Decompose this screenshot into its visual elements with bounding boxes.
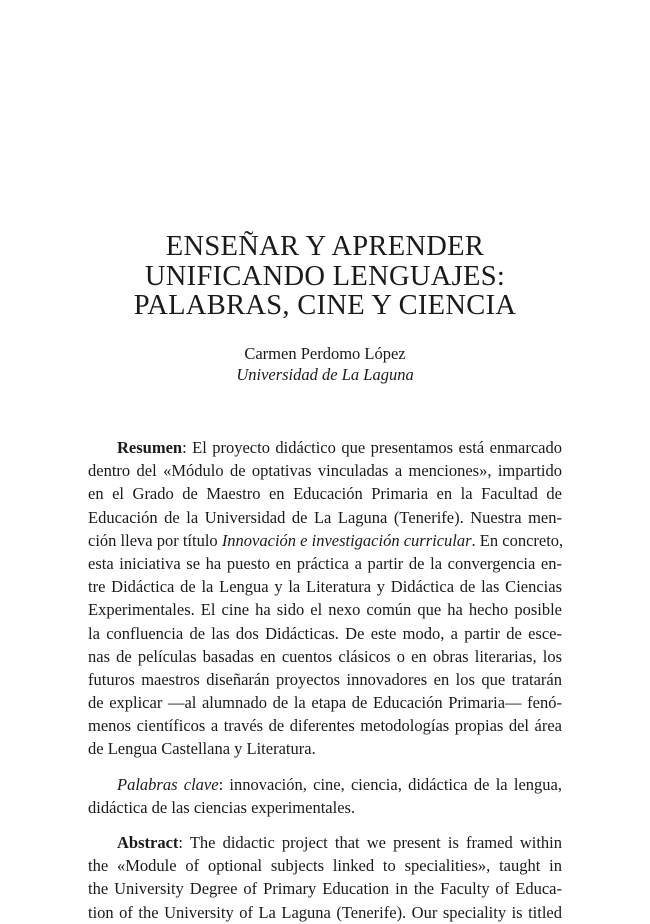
keywords-line: Palabras clave: innovación, cine, ciencia, didáctica de la lengua,: [117, 774, 562, 794]
author-name: Carmen Perdomo López: [244, 344, 406, 363]
resumen-paragraph: [88, 436, 562, 761]
resumen-line: Resumen: El proyecto didáctico que presentamos está enmarcado: [117, 438, 562, 457]
resumen-line: de Lengua Castellana y Literatura.: [88, 739, 316, 759]
resumen-line: menos científicos a través de diferentes metodologías propias del área: [88, 716, 562, 736]
title-line-1: ENSEÑAR Y APRENDER: [165, 231, 485, 262]
resumen-label: Resumen: [117, 438, 183, 457]
title-line-2: UNIFICANDO LENGUAJES:: [144, 260, 506, 292]
abstract-line: the «Module of optional subjects linked to specialities», taught in: [88, 856, 562, 876]
abstract-label: Abstract: [117, 833, 179, 852]
abstract-paragraph: [88, 831, 562, 924]
article-title: [0, 232, 650, 321]
abstract-line: tion of the University of La Laguna (Tenerife). Our speciality is titled: [88, 902, 562, 922]
resumen-line: Experimentales. El cine ha sido el nexo común que ha hecho posible: [88, 600, 562, 620]
resumen-line: tre Didáctica de la Lengua y la Literatura y Didáctica de las Ciencias: [88, 577, 562, 597]
resumen-line: esta iniciativa se ha puesto en práctica a partir de la convergencia en-: [88, 553, 562, 573]
author-affiliation: Universidad de La Laguna: [236, 365, 414, 384]
resumen-line: la confluencia de las dos Didácticas. De este modo, a partir de esce-: [88, 623, 562, 643]
keywords-line: didáctica de las ciencias experimentales.: [88, 797, 356, 817]
resumen-line: ción lleva por título Innovación e investigación curricular. En concreto,: [88, 530, 564, 550]
keywords-label: Palabras clave: [117, 774, 219, 794]
resumen-line: nas de películas basadas en cuentos clásicos o en obras literarias, los: [88, 646, 562, 666]
resumen-line: Educación de la Universidad de La Laguna (Tenerife). Nuestra men-: [88, 507, 562, 527]
article-body: [88, 436, 562, 924]
resumen-line: de explicar —al alumnado de la etapa de Educación Primaria— fenó-: [88, 693, 562, 713]
resumen-line: dentro del «Módulo de optativas vinculadas a menciones», impartido: [88, 461, 562, 481]
abstract-line: Abstract: The didactic project that we present is framed within: [117, 833, 562, 852]
abstract-line: the University Degree of Primary Education in the Faculty of Educa-: [88, 879, 562, 899]
keywords-paragraph: [88, 773, 562, 819]
resumen-line: futuros maestros diseñarán proyectos innovadores en los que tratarán: [88, 669, 562, 689]
course-title: Innovación e investigación curricular: [221, 530, 472, 550]
title-line-3: PALABRAS, CINE Y CIENCIA: [133, 290, 517, 321]
resumen-line: en el Grado de Maestro en Educación Primaria en la Facultad de: [88, 484, 562, 504]
author-block: [0, 343, 650, 385]
